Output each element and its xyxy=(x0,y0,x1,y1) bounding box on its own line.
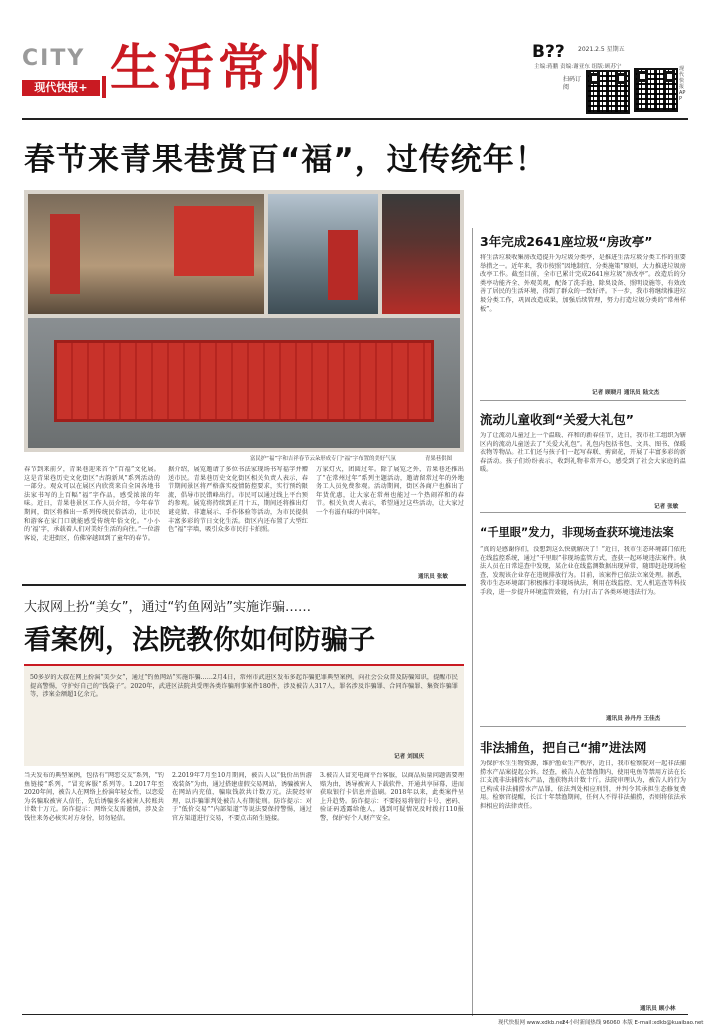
qr1-label: 扫码订阅 xyxy=(563,76,582,91)
fraud-body-3: 3.被告人冒充电商平台客服，以商品质量问题需要理赔为由，诱导被害人下载软件、开通共享屏幕，进而获取银行卡信息并盗刷。2018年以来，此类案件呈上升趋势。防诈提示：不要轻易将银行卡号、密码、验证码透露给他人，遇到可疑情况及时拨打110报警，保护好个人财产安全。 xyxy=(320,772,464,822)
lead-col-3: 万家灯火，团圆过年。除了展览之外，青果巷还推出了“在常州过年”系列主题活动，邀请留常过年的外地务工人员免费参观。活动期间，街区各商户也推出了年货优惠，让大家在常州也能过一个热闹祥和的春节。相关负责人表示，希望通过这些活动，让大家过一个有滋有味的中国年。 xyxy=(316,466,464,516)
lead-col-1: 春节到来前夕，青果巷迎来首个“百福”文化展。这是青果巷历史文化街区“古韵新风”系列活动的一部分。观众可以在展区内欣赏来自全国各地书法家书写的上百幅“福”字作品，感受浓浓的年味。近日，青果巷景区工作人员介绍，今年春节期间，街区将推出一系列传统民俗活动，让市民和游客在家门口就能感受传统年俗文化。“小小的‘福’字，承载着人们对美好生活的向往。”一位游客说，走进街区，仿佛穿越回到了童年的春节。 xyxy=(24,466,160,542)
masthead-bar xyxy=(102,76,106,98)
masthead-title: 生活常州 xyxy=(110,38,326,97)
fraud-body-2: 2.2019年7月至10月期间，被告人以“低价出售游戏装备”为由，通过搭建虚假交易网站，诱骗被害人在网站内充值，骗取钱款共计数万元。法院经审理，以诈骗罪判处被告人有期徒刑。防诈提示：对于“低价交易”“内部渠道”等说法要保持警惕，通过官方渠道进行交易，不要点击陌生链接。 xyxy=(172,772,312,822)
children-title: 流动儿童收到“关爱大礼包” xyxy=(480,412,634,427)
masthead-rule xyxy=(22,118,688,120)
qr2-label: 现代快报APP xyxy=(679,66,686,102)
photo-panel-mid xyxy=(268,194,378,314)
right-divider-3 xyxy=(480,726,686,727)
right-divider-1 xyxy=(480,400,686,401)
fraud-kicker: 大叔网上扮“美女”，通过“钓鱼网站”实施诈骗…… xyxy=(24,600,311,615)
garbage-text: 将生活垃圾收集房改造提升为垃圾分类亭，是推进生活垃圾分类工作的重要举措之一。近年来，我市按照“因地制宜、分类施策”原则，大力推进垃圾房改亭工作。截至目前，全市已累计完成2641座垃圾“房改亭”。改造后的分类亭功能齐全、外观美观，配备了洗手池、除臭设备、照明设施等，有效改善了居民的生活环境，得到了群众的一致好评。下一步，我市将继续推进垃圾分类工作，巩固改造成果，加强后续管理，努力打造垃圾分类的“常州样板”。 xyxy=(480,254,686,313)
environment-text: “真的是感谢你们，没想到这么快就解决了！”近日，我市生态环境部门依托在线监控系统，通过“千里眼”非现场监管方式，查获一起环境违法案件。执法人员在日常巡查中发现，某企业在线监测数据出现异常，随即赶赴现场检查，发现该企业存在违规排放行为。目前，该案件已依法立案处理。据悉，我市生态环境部门积极推行非现场执法，利用在线监控、无人机巡查等科技手段，进一步提升环境监管效能，有力打击了各类环境违法行为。 xyxy=(480,546,686,596)
photo-fu-wall xyxy=(54,340,434,422)
lead-photo-credit: 青果巷供图 xyxy=(425,456,452,462)
fraud-headline: 看案例，法院教你如何防骗子 xyxy=(24,625,375,656)
editor-line: 主编:蒋鹏 责编:谢亚东 组版:顾苏宁 xyxy=(534,64,622,70)
lead-col-2: 据介绍，展览邀请了多位书法家现场书写福字并赠送市民。青果巷历史文化街区相关负责人表示，春节期间景区将严格落实疫情防控要求，实行预约限流，倡导市民错峰出行。市民可以通过线上平台预约参观。展览将持续到正月十五，期间还将推出灯谜竞猜、非遗展示、手作体验等活动，为市民提供丰富多彩的节日文化生活。街区内还布置了大型红色“福”字墙，吸引众多市民打卡拍照。 xyxy=(168,466,308,534)
garbage-byline: 记者 顾晓月 通讯员 陆文杰 xyxy=(592,390,660,396)
lead-divider xyxy=(22,584,466,586)
fishing-byline: 通讯员 顾小林 xyxy=(640,1006,676,1012)
children-text: 为了让流动儿童过上一个温暖、祥和的新春佳节，近日，我市社工组织为辖区内的流动儿童送去了“关爱大礼包”。礼包内包括书包、文具、图书、保暖衣物等物品。社工们还与孩子们一起写春联、剪窗花，开展了丰富多彩的新春活动。孩子们纷纷表示，收到礼物非常开心，感受到了社会大家庭的温暖。 xyxy=(480,432,686,474)
lead-photo-caption: 富民护“福”字和吉祥春节云朵形成专门“福”字布置的美好气氛 xyxy=(250,456,396,462)
date-line: 2021.2.5 星期五 xyxy=(578,46,625,53)
footer-mid: 24小时新闻热线 96060 xyxy=(562,1020,621,1026)
fishing-title: 非法捕鱼，把自己“捕”进法网 xyxy=(480,740,647,755)
app-qr[interactable] xyxy=(634,68,678,112)
right-divider-2 xyxy=(480,512,686,513)
page-number: B?? xyxy=(532,42,565,62)
photo-fu-panel xyxy=(50,214,80,294)
photo-lantern-wall xyxy=(174,206,254,276)
garbage-title: 3年完成2641座垃圾“房改亭” xyxy=(480,234,653,249)
footer-rule xyxy=(22,1014,688,1015)
subscribe-qr[interactable] xyxy=(586,70,630,114)
masthead-brand: 现代快报+ xyxy=(22,80,100,96)
fraud-intro-byline: 记者 刘国庆 xyxy=(394,754,424,760)
environment-title: “千里眼”发力，非现场查获环境违法案 xyxy=(480,526,674,539)
fishing-text: 为保护水生生物资源，维护渔业生产秩序，近日，我市检察院对一起非法捕捞水产品案提起公诉。经查，被告人在禁渔期内，使用电鱼等禁用方法在长江支流非法捕捞水产品，渔获物共计数十斤。法院审理认为，被告人的行为已构成非法捕捞水产品罪，依法判处相应刑罚，并判令其承担生态修复费用。检察官提醒，长江十年禁渔期间，任何人不得非法捕捞，否则将依法承担相应的法律责任。 xyxy=(480,760,686,810)
fraud-intro: 50多岁的大叔在网上扮演“美少女”，通过“钓鱼网站”实施诈骗……2月4日，常州市武进区发布多起诈骗犯罪典型案例，向社会公众普及防骗知识，提醒市民提高警惕，守护好自己的“钱袋子”。2020年，武进区法院共受理各类诈骗刑事案件180件，涉及被告人317人，罪名涉及诈骗罪、合同诈骗罪、集资诈骗罪等，涉案金额超1亿余元。 xyxy=(30,674,458,699)
footer-left: 现代快报网 www.xdkb.net xyxy=(498,1020,565,1026)
lead-headline: 春节来青果巷赏百“福”，过传统年！ xyxy=(24,142,547,178)
children-byline: 记者 张敏 xyxy=(654,504,679,510)
masthead-city: CITY xyxy=(22,46,86,71)
environment-byline: 通讯员 孙丹丹 王佳杰 xyxy=(606,716,661,722)
footer-right: 本版 E-mail:xdkb@kuaibao.net xyxy=(622,1020,704,1026)
lead-byline: 通讯员 张敏 xyxy=(418,574,448,580)
fraud-body-1: 当天发布的典型案例，包括有“网恋交友”系列，“钓鱼链接”系列，“冒充客服”系列等。1.2017年至2020年间，被告人在网络上扮演年轻女性，以恋爱为名骗取被害人信任，先后诱骗多名被害人转账共计数十万元。防诈提示：网络交友需谨慎，涉及金钱往来务必核实对方身份，切勿轻信。 xyxy=(24,772,164,822)
lead-photo-main xyxy=(24,190,464,452)
column-divider xyxy=(472,228,473,1016)
photo-red-door xyxy=(328,230,358,300)
fraud-intro-box xyxy=(24,664,464,766)
photo-panel-right xyxy=(382,194,460,314)
